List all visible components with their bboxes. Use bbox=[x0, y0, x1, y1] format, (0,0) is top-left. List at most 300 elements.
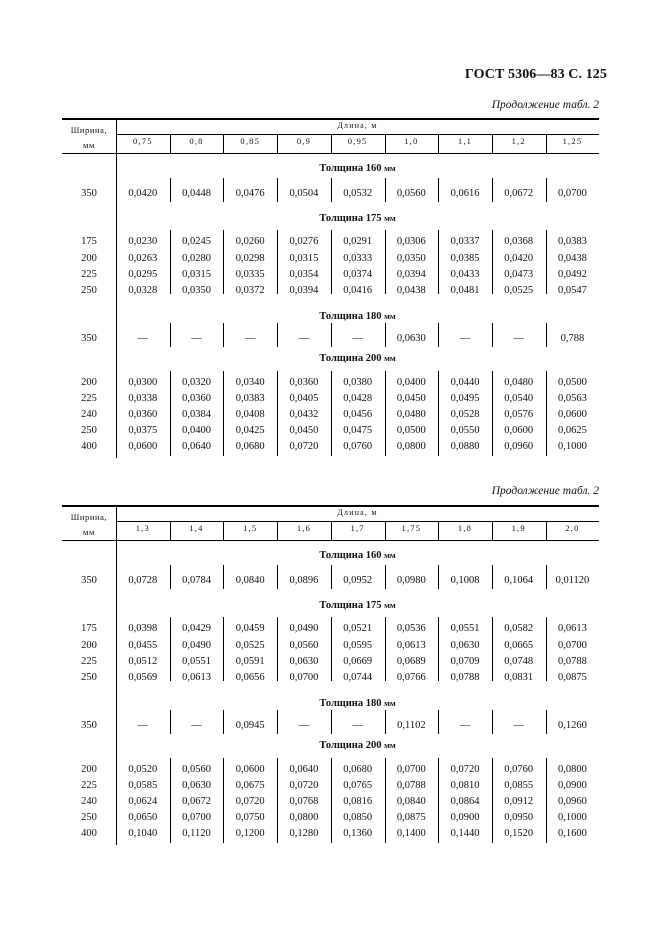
length-column-header: 1,9 bbox=[511, 523, 526, 533]
table-row bbox=[62, 764, 599, 779]
volume-cell: 0,0720 bbox=[450, 764, 480, 775]
table-row bbox=[62, 285, 599, 300]
volume-cell: 0,1400 bbox=[396, 828, 426, 839]
volume-cell: 0,0394 bbox=[396, 269, 426, 280]
volume-cell: 0,01120 bbox=[555, 575, 590, 586]
table-row bbox=[62, 377, 599, 392]
volume-cell: 0,0540 bbox=[504, 393, 534, 404]
volume-cell: 0,0456 bbox=[343, 409, 373, 420]
volume-cell: 0,0765 bbox=[343, 780, 373, 791]
volume-cell: 0,0831 bbox=[504, 672, 534, 683]
volume-cell: 0,0669 bbox=[343, 656, 373, 667]
volume-cell: 0,0810 bbox=[450, 780, 480, 791]
volume-cell: 0,0360 bbox=[289, 377, 319, 388]
header-column-divider bbox=[170, 134, 171, 153]
volume-cell: 0,0600 bbox=[128, 441, 158, 452]
width-cell: 400 bbox=[81, 828, 97, 839]
volume-cell: 0,0440 bbox=[450, 377, 480, 388]
width-cell: 250 bbox=[81, 425, 97, 436]
volume-cell: 0,0492 bbox=[558, 269, 587, 280]
width-cell: 250 bbox=[81, 812, 97, 823]
volume-cell: 0,0528 bbox=[450, 409, 480, 420]
header-column-divider bbox=[546, 134, 547, 153]
volume-cell: 0,1064 bbox=[504, 575, 534, 586]
table-top-rule bbox=[62, 118, 599, 120]
volume-cell: 0,0428 bbox=[343, 393, 373, 404]
volume-cell: 0,1120 bbox=[182, 828, 211, 839]
volume-cell: 0,0385 bbox=[450, 253, 480, 264]
table-row bbox=[62, 780, 599, 795]
width-cell: 200 bbox=[81, 764, 97, 775]
width-cell: 225 bbox=[81, 393, 97, 404]
volume-cell: — bbox=[352, 720, 363, 731]
volume-cell: 0,0450 bbox=[396, 393, 426, 404]
volume-cell: 0,0455 bbox=[128, 640, 158, 651]
volume-cell: 0,0420 bbox=[128, 188, 158, 199]
continuation-label-1: Продолжение табл. 2 bbox=[491, 99, 599, 111]
thickness-label: Толщина 180 bbox=[319, 311, 382, 322]
thickness-label: Толщина 160 bbox=[319, 163, 382, 174]
volume-cell: — bbox=[352, 333, 363, 344]
volume-cell: 0,0840 bbox=[396, 796, 426, 807]
volume-cell: 0,0438 bbox=[558, 253, 587, 264]
table-row bbox=[62, 656, 599, 671]
thickness-label: Толщина 200 bbox=[319, 353, 382, 364]
volume-cell: 0,0640 bbox=[289, 764, 319, 775]
volume-cell: 0,0400 bbox=[396, 377, 426, 388]
header-sub-rule bbox=[116, 134, 599, 135]
volume-cell: 0,0429 bbox=[182, 623, 211, 634]
header-column-divider bbox=[385, 134, 386, 153]
volume-cell: 0,0560 bbox=[182, 764, 211, 775]
width-cell: 240 bbox=[81, 796, 97, 807]
volume-cell: 0,0315 bbox=[289, 253, 319, 264]
volume-cell: 0,0521 bbox=[343, 623, 373, 634]
volume-cell: 0,0280 bbox=[182, 253, 211, 264]
volume-cell: 0,0500 bbox=[558, 377, 587, 388]
volume-cell: 0,0473 bbox=[504, 269, 534, 280]
length-column-header: 0,75 bbox=[133, 136, 153, 146]
header-column-divider bbox=[277, 134, 278, 153]
volume-cell: 0,0680 bbox=[235, 441, 265, 452]
volume-cell: 0,0952 bbox=[343, 575, 373, 586]
table-row bbox=[62, 672, 599, 687]
volume-cell: 0,0788 bbox=[396, 780, 426, 791]
width-cell: 200 bbox=[81, 640, 97, 651]
width-cell: 225 bbox=[81, 269, 97, 280]
volume-cell: 0,0900 bbox=[558, 780, 587, 791]
volume-cell: 0,0768 bbox=[289, 796, 319, 807]
volume-cell: 0,0672 bbox=[182, 796, 211, 807]
thickness-unit: мм bbox=[384, 550, 396, 560]
volume-cell: 0,0459 bbox=[235, 623, 265, 634]
volume-cell: 0,0576 bbox=[504, 409, 534, 420]
thickness-section-title bbox=[116, 550, 599, 561]
volume-cell: 0,0383 bbox=[558, 236, 587, 247]
volume-cell: 0,0551 bbox=[450, 623, 480, 634]
volume-cell: — bbox=[298, 333, 310, 344]
table-top-rule bbox=[62, 505, 599, 507]
volume-cell: 0,0800 bbox=[289, 812, 319, 823]
volume-cell: 0,0800 bbox=[558, 764, 587, 775]
volume-cell: 0,0512 bbox=[128, 656, 158, 667]
volume-cell: 0,0260 bbox=[235, 236, 265, 247]
length-column-header: 2,0 bbox=[565, 523, 580, 533]
volume-cell: 0,0490 bbox=[289, 623, 319, 634]
volume-cell: — bbox=[513, 333, 524, 344]
volume-cell: 0,0340 bbox=[235, 377, 265, 388]
volume-cell: 0,0613 bbox=[182, 672, 211, 683]
volume-cell: 0,0320 bbox=[182, 377, 211, 388]
volume-cell: 0,1008 bbox=[450, 575, 480, 586]
volume-cell: 0,0400 bbox=[182, 425, 211, 436]
width-cell: 350 bbox=[81, 575, 97, 586]
volume-cell: 0,0300 bbox=[128, 377, 158, 388]
volume-cell: 0,0613 bbox=[558, 623, 587, 634]
volume-cell: 0,0276 bbox=[289, 236, 319, 247]
table-row bbox=[62, 828, 599, 843]
volume-cell: 0,0665 bbox=[504, 640, 534, 651]
header-column-divider bbox=[331, 521, 332, 540]
header-bottom-rule bbox=[62, 153, 599, 154]
volume-cell: 0,0551 bbox=[182, 656, 211, 667]
thickness-section-title bbox=[116, 698, 599, 709]
volume-cell: — bbox=[191, 720, 202, 731]
volume-cell: 0,0720 bbox=[235, 796, 265, 807]
header-column-divider bbox=[492, 521, 493, 540]
thickness-label: Толщина 200 bbox=[319, 740, 382, 751]
volume-cell: 0,0360 bbox=[182, 393, 211, 404]
volume-cell: 0,0800 bbox=[396, 441, 426, 452]
volume-cell: 0,0368 bbox=[504, 236, 534, 247]
volume-cell: 0,0760 bbox=[343, 441, 373, 452]
volume-cell: — bbox=[244, 333, 256, 344]
volume-cell: 0,1360 bbox=[343, 828, 373, 839]
volume-cell: 0,0394 bbox=[289, 285, 319, 296]
volume-cell: 0,1260 bbox=[558, 720, 587, 731]
thickness-section-title bbox=[116, 353, 599, 364]
volume-cell: 0,0375 bbox=[128, 425, 158, 436]
volume-cell: 0,0291 bbox=[343, 236, 373, 247]
width-cell: 350 bbox=[81, 188, 97, 199]
volume-cell: 0,0750 bbox=[235, 812, 265, 823]
table-row bbox=[62, 425, 599, 440]
volume-cell: 0,0263 bbox=[128, 253, 158, 264]
volume-cell: 0,0495 bbox=[450, 393, 480, 404]
volume-cell: — bbox=[513, 720, 524, 731]
volume-cell: — bbox=[459, 333, 471, 344]
length-column-header: 1,75 bbox=[401, 523, 422, 533]
volume-cell: 0,0700 bbox=[396, 764, 426, 775]
thickness-section-title bbox=[116, 600, 599, 611]
length-column-header: 0,85 bbox=[240, 136, 261, 146]
width-cell: 250 bbox=[81, 285, 97, 296]
volume-cell: 0,0855 bbox=[504, 780, 534, 791]
volume-cell: 0,0420 bbox=[504, 253, 534, 264]
volume-cell: 0,0563 bbox=[558, 393, 587, 404]
table-row bbox=[62, 409, 599, 424]
width-header bbox=[62, 123, 116, 153]
length-column-header: 1,8 bbox=[457, 523, 473, 533]
volume-cell: 0,0525 bbox=[504, 285, 534, 296]
volume-cell: 0,1040 bbox=[128, 828, 158, 839]
data-table-2 bbox=[62, 505, 599, 845]
volume-cell: 0,0980 bbox=[396, 575, 426, 586]
volume-cell: 0,0595 bbox=[343, 640, 373, 651]
length-header: Длина, м bbox=[337, 121, 378, 130]
width-header-unit: мм bbox=[83, 140, 95, 150]
volume-cell: 0,0689 bbox=[396, 656, 426, 667]
width-header bbox=[62, 510, 116, 540]
volume-cell: 0,0532 bbox=[343, 188, 373, 199]
table-row bbox=[62, 253, 599, 268]
thickness-section-title bbox=[116, 163, 599, 174]
volume-cell: 0,0788 bbox=[450, 672, 480, 683]
volume-cell: 0,0582 bbox=[504, 623, 534, 634]
volume-cell: 0,0720 bbox=[289, 441, 319, 452]
header-column-divider bbox=[170, 521, 171, 540]
volume-cell: 0,0383 bbox=[235, 393, 265, 404]
volume-cell: 0,0912 bbox=[504, 796, 534, 807]
volume-cell: 0,0306 bbox=[396, 236, 426, 247]
thickness-label: Толщина 175 bbox=[319, 600, 382, 611]
volume-cell: 0,0536 bbox=[396, 623, 426, 634]
width-cell: 225 bbox=[81, 780, 97, 791]
volume-cell: 0,0672 bbox=[504, 188, 534, 199]
width-cell: 225 bbox=[81, 656, 97, 667]
length-column-header: 1,1 bbox=[457, 136, 473, 146]
volume-cell: 0,788 bbox=[560, 333, 585, 344]
volume-cell: 0,0766 bbox=[396, 672, 426, 683]
volume-cell: 0,0640 bbox=[182, 441, 211, 452]
volume-cell: 0,0680 bbox=[343, 764, 373, 775]
volume-cell: 0,0230 bbox=[128, 236, 158, 247]
volume-cell: 0,0433 bbox=[450, 269, 480, 280]
volume-cell: 0,0788 bbox=[558, 656, 587, 667]
table-row bbox=[62, 796, 599, 811]
volume-cell: 0,0880 bbox=[450, 441, 480, 452]
volume-cell: 0,1000 bbox=[558, 441, 587, 452]
volume-cell: 0,0960 bbox=[558, 796, 587, 807]
volume-cell: 0,0675 bbox=[235, 780, 265, 791]
volume-cell: 0,0784 bbox=[182, 575, 211, 586]
volume-cell: 0,0490 bbox=[182, 640, 211, 651]
volume-cell: 0,0245 bbox=[182, 236, 211, 247]
volume-cell: 0,0560 bbox=[289, 640, 319, 651]
thickness-unit: мм bbox=[384, 698, 396, 708]
volume-cell: 0,1000 bbox=[558, 812, 587, 823]
header-column-divider bbox=[331, 134, 332, 153]
volume-cell: 0,0425 bbox=[235, 425, 265, 436]
table-row bbox=[62, 333, 599, 348]
volume-cell: 0,0504 bbox=[289, 188, 319, 199]
thickness-label: Толщина 180 bbox=[319, 698, 382, 709]
page-header: ГОСТ 5306—83 С. 125 bbox=[464, 67, 607, 82]
width-header-label: Ширина, bbox=[70, 512, 108, 522]
volume-cell: 0,0398 bbox=[128, 623, 158, 634]
length-header: Длина, м bbox=[337, 508, 378, 517]
volume-cell: 0,1200 bbox=[235, 828, 265, 839]
thickness-unit: мм bbox=[384, 163, 396, 173]
volume-cell: 0,0315 bbox=[182, 269, 211, 280]
volume-cell: 0,0432 bbox=[289, 409, 319, 420]
volume-cell: 0,0481 bbox=[450, 285, 480, 296]
thickness-unit: мм bbox=[384, 740, 396, 750]
table-row bbox=[62, 236, 599, 251]
volume-cell: 0,0900 bbox=[450, 812, 480, 823]
volume-cell: 0,0709 bbox=[450, 656, 480, 667]
volume-cell: 0,0550 bbox=[450, 425, 480, 436]
volume-cell: 0,0350 bbox=[396, 253, 426, 264]
volume-cell: 0,0408 bbox=[235, 409, 265, 420]
thickness-label: Толщина 175 bbox=[319, 213, 382, 224]
length-column-header: 0,9 bbox=[296, 136, 312, 146]
volume-cell: 0,0728 bbox=[128, 575, 158, 586]
continuation-label-2: Продолжение табл. 2 bbox=[491, 485, 599, 497]
volume-cell: 0,0585 bbox=[128, 780, 158, 791]
volume-cell: — bbox=[298, 720, 310, 731]
volume-cell: — bbox=[137, 333, 149, 344]
volume-cell: 0,0337 bbox=[450, 236, 480, 247]
volume-cell: 0,0700 bbox=[182, 812, 211, 823]
volume-cell: 0,0525 bbox=[235, 640, 265, 651]
volume-cell: 0,0475 bbox=[343, 425, 373, 436]
volume-cell: 0,0720 bbox=[289, 780, 319, 791]
header-column-divider bbox=[438, 134, 439, 153]
volume-cell: 0,0547 bbox=[558, 285, 587, 296]
volume-cell: 0,0840 bbox=[235, 575, 265, 586]
header-column-divider bbox=[385, 521, 386, 540]
width-cell: 350 bbox=[81, 333, 97, 344]
volume-cell: 0,1600 bbox=[558, 828, 587, 839]
volume-cell: 0,0298 bbox=[235, 253, 265, 264]
volume-cell: 0,0380 bbox=[343, 377, 373, 388]
volume-cell: 0,0656 bbox=[235, 672, 265, 683]
volume-cell: 0,0384 bbox=[182, 409, 211, 420]
length-column-header: 1,5 bbox=[243, 523, 258, 533]
table-row bbox=[62, 623, 599, 638]
volume-cell: 0,0630 bbox=[182, 780, 211, 791]
volume-cell: 0,0591 bbox=[235, 656, 265, 667]
volume-cell: 0,0600 bbox=[235, 764, 265, 775]
width-cell: 400 bbox=[81, 441, 97, 452]
volume-cell: 0,0350 bbox=[182, 285, 211, 296]
volume-cell: 0,0450 bbox=[289, 425, 319, 436]
volume-cell: 0,0630 bbox=[289, 656, 319, 667]
header-column-divider bbox=[223, 521, 224, 540]
thickness-section-title bbox=[116, 740, 599, 751]
volume-cell: 0,1102 bbox=[397, 720, 426, 731]
volume-cell: 0,0500 bbox=[396, 425, 426, 436]
thickness-section-title bbox=[116, 311, 599, 322]
volume-cell: 0,0700 bbox=[289, 672, 319, 683]
width-cell: 200 bbox=[81, 253, 97, 264]
header-column-divider bbox=[546, 521, 547, 540]
table-row bbox=[62, 393, 599, 408]
thickness-unit: мм bbox=[384, 311, 396, 321]
volume-cell: 0,0438 bbox=[396, 285, 426, 296]
volume-cell: 0,0616 bbox=[450, 188, 480, 199]
volume-cell: 0,0480 bbox=[396, 409, 426, 420]
volume-cell: 0,0744 bbox=[343, 672, 373, 683]
volume-cell: 0,0945 bbox=[235, 720, 265, 731]
volume-cell: 0,0748 bbox=[504, 656, 534, 667]
volume-cell: 0,0650 bbox=[128, 812, 158, 823]
width-header-label: Ширина, bbox=[70, 125, 108, 135]
volume-cell: 0,0600 bbox=[504, 425, 534, 436]
volume-cell: 0,0374 bbox=[343, 269, 373, 280]
length-column-header: 1,3 bbox=[135, 523, 150, 533]
header-column-divider bbox=[438, 521, 439, 540]
table-row bbox=[62, 269, 599, 284]
table-row bbox=[62, 812, 599, 827]
width-cell: 240 bbox=[81, 409, 97, 420]
volume-cell: 0,0338 bbox=[128, 393, 158, 404]
width-cell: 175 bbox=[81, 236, 97, 247]
volume-cell: 0,0480 bbox=[504, 377, 534, 388]
volume-cell: 0,0560 bbox=[396, 188, 426, 199]
thickness-section-title bbox=[116, 213, 599, 224]
volume-cell: 0,0875 bbox=[396, 812, 426, 823]
volume-cell: 0,0630 bbox=[396, 333, 426, 344]
length-column-header: 1,2 bbox=[511, 136, 526, 146]
volume-cell: 0,0476 bbox=[235, 188, 265, 199]
volume-cell: 0,0850 bbox=[343, 812, 373, 823]
volume-cell: 0,0405 bbox=[289, 393, 319, 404]
header-column-divider bbox=[492, 134, 493, 153]
volume-cell: 0,0448 bbox=[182, 188, 211, 199]
volume-cell: — bbox=[137, 720, 149, 731]
length-column-header: 1,6 bbox=[296, 523, 312, 533]
length-column-header: 1,25 bbox=[562, 136, 583, 146]
header-bottom-rule bbox=[62, 540, 599, 541]
table-row bbox=[62, 640, 599, 655]
length-column-header: 1,4 bbox=[189, 523, 204, 533]
thickness-unit: мм bbox=[384, 213, 396, 223]
volume-cell: 0,0569 bbox=[128, 672, 158, 683]
volume-cell: — bbox=[459, 720, 471, 731]
volume-cell: 0,0864 bbox=[450, 796, 480, 807]
header-column-divider bbox=[277, 521, 278, 540]
volume-cell: 0,0875 bbox=[558, 672, 587, 683]
length-column-header: 0,8 bbox=[189, 136, 204, 146]
thickness-unit: мм bbox=[384, 600, 396, 610]
volume-cell: 0,0600 bbox=[558, 409, 587, 420]
volume-cell: 0,0613 bbox=[396, 640, 426, 651]
volume-cell: 0,0416 bbox=[343, 285, 373, 296]
volume-cell: 0,0372 bbox=[235, 285, 265, 296]
length-column-header: 0,95 bbox=[347, 136, 368, 146]
width-cell: 350 bbox=[81, 720, 97, 731]
volume-cell: 0,0630 bbox=[450, 640, 480, 651]
volume-cell: 0,0360 bbox=[128, 409, 158, 420]
volume-cell: 0,0700 bbox=[558, 640, 587, 651]
width-cell: 250 bbox=[81, 672, 97, 683]
volume-cell: 0,0624 bbox=[128, 796, 158, 807]
volume-cell: 0,1520 bbox=[504, 828, 534, 839]
table-row bbox=[62, 188, 599, 203]
volume-cell: 0,0295 bbox=[128, 269, 158, 280]
volume-cell: 0,0896 bbox=[289, 575, 319, 586]
volume-cell: 0,0760 bbox=[504, 764, 534, 775]
header-sub-rule bbox=[116, 521, 599, 522]
volume-cell: 0,0625 bbox=[558, 425, 587, 436]
volume-cell: 0,0700 bbox=[558, 188, 587, 199]
table-row bbox=[62, 575, 599, 590]
volume-cell: 0,0354 bbox=[289, 269, 319, 280]
length-column-header: 1,7 bbox=[350, 523, 365, 533]
volume-cell: — bbox=[191, 333, 202, 344]
